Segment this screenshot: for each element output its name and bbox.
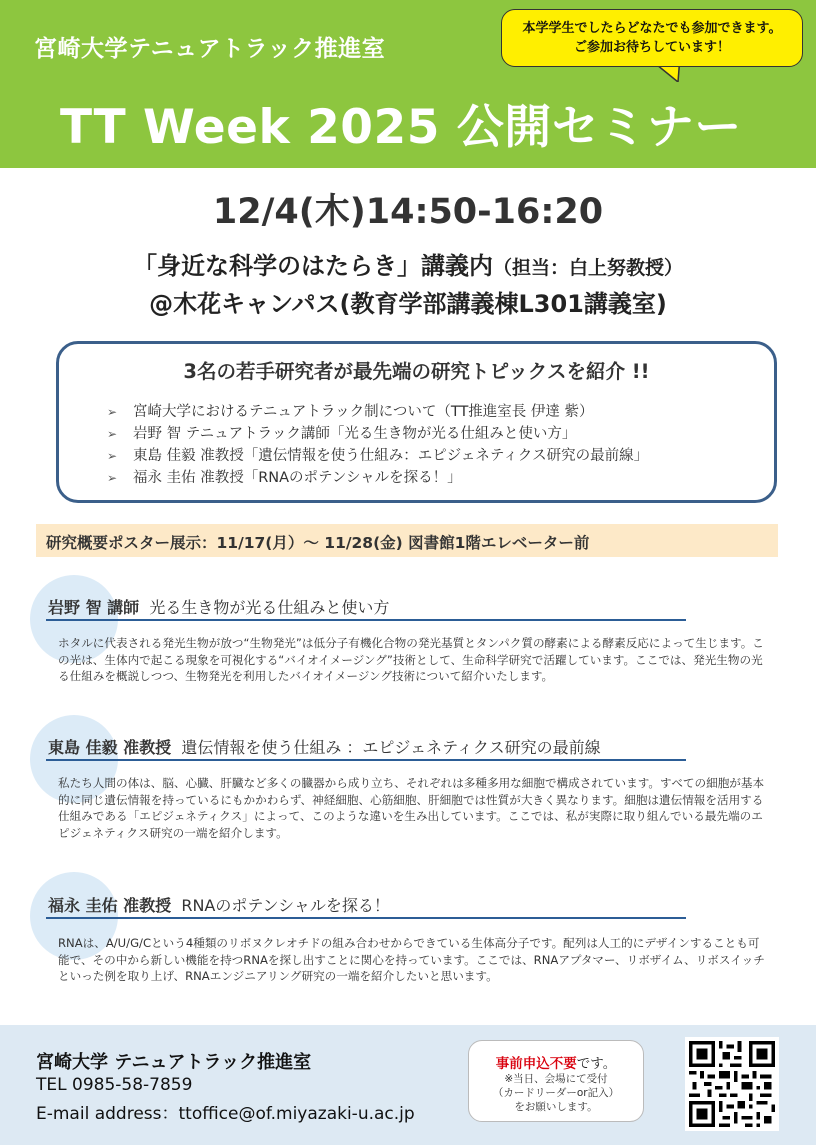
topic-text: 福永 圭佑 准教授「RNAのポテンシャルを探る！」 <box>133 470 462 486</box>
topic-item <box>107 444 648 465</box>
no-registration-label: 事前申込不要 <box>495 1056 577 1072</box>
speaker-heading <box>48 893 390 916</box>
contact-tel: TEL 0985-58-7859 <box>36 1075 193 1095</box>
speaker-description: 私たち人間の体は、脳、心臓、肝臓など多くの臓器から成り立ち、それぞれは多種多用な細胞で構成されています。すべての細胞が基本的に同じ遺伝情報を持っているにもかかわらず、神経細胞、心筋細胞、肝細胞では性質が大きく異なります。細胞は遺伝情報を活用する仕組みである「エピジェネティクス」によって、このような違いを生み出しています。ここでは、私が実際に取り組んでいる最先端のエピジェネティクス研究の一端を紹介します。 <box>58 776 765 840</box>
poster-exhibit-banner <box>36 524 778 557</box>
lecture-line <box>0 246 816 281</box>
arrow-bullet-icon: ➢ <box>107 405 118 419</box>
poster-exhibit-text: 研究概要ポスター展示：11/17(月）～ 11/28(金) 図書館1階エレベーター前 <box>46 534 590 552</box>
speaker-name: 岩野 智 講師 <box>48 598 140 617</box>
speaker-heading <box>48 735 601 758</box>
registration-suffix: です。 <box>576 1056 617 1072</box>
speaker-topic: RNAのポテンシャルを探る！ <box>181 896 390 915</box>
registration-note-1: ※当日、会場にて受付 <box>504 1073 608 1085</box>
topics-box <box>56 341 777 503</box>
speech-bubble <box>501 9 803 67</box>
arrow-bullet-icon: ➢ <box>107 471 118 485</box>
lecture-name: 「身近な科学のはたらき」講義内 <box>132 252 493 280</box>
speaker-name: 福永 圭佑 准教授 <box>48 896 172 915</box>
page-title: TT Week 2025 公開セミナー <box>60 100 742 155</box>
registration-main <box>469 1052 643 1072</box>
speaker-description: ホタルに代表される発光生物が放つ“生物発光”は低分子有機化合物の発光基質とタンパク質の酵素による酵素反応によって生じます。この光は、生体内で起こる現象を可視化する“バイオイメージング”技術として、生命科学研究で活躍しています。ここでは、発光生物の光る仕組みを概説しつつ、生物発光を利用したバイオイメージング技術について紹介いたします。 <box>58 636 764 683</box>
contact-email[interactable]: E-mail address：ttoffice@of.miyazaki-u.ac.jp <box>36 1104 415 1124</box>
qr-code-icon[interactable] <box>685 1037 779 1131</box>
topic-text: 宮崎大学におけるテニュアトラック制について（TT推進室長 伊達 紫） <box>133 404 594 420</box>
arrow-bullet-icon: ➢ <box>107 427 118 441</box>
speaker-heading <box>48 595 389 618</box>
topic-text: 東島 佳毅 准教授「遺伝情報を使う仕組み：エピジェネティクス研究の最前線」 <box>133 448 649 464</box>
event-datetime: 12/4(木)14:50-16:20 <box>212 192 604 232</box>
speaker-topic: 光る生き物が光る仕組みと使い方 <box>149 598 390 617</box>
event-venue: @木花キャンパス(教育学部講義棟L301講義室) <box>149 290 667 318</box>
speaker-topic: 遺伝情報を使う仕組み ：エピジェネティクス研究の最前線 <box>181 738 601 757</box>
speaker-description: RNAは、A/U/G/Cという4種類のリボヌクレオチドの組み合わせからできている生体高分子です。配列は人工的にデザインすることも可能で、その中から新しい機能を持つRNAを探し出すことに関心を持っています。ここでは、RNAアプタマー、リボザイム、リボスイッチといった例を取り上げ、RNAエンジニアリング研究の一端を紹介したいと思います。 <box>58 936 765 983</box>
lecture-note: （担当：白上努教授） <box>492 257 683 279</box>
topics-heading: 3名の若手研究者が最先端の研究トピックスを紹介 !! <box>183 360 650 383</box>
section-divider <box>46 619 686 621</box>
bubble-line-2: ご参加お待ちしています！ <box>573 40 730 55</box>
section-divider <box>46 917 686 919</box>
speaker-name: 東島 佳毅 准教授 <box>48 738 172 757</box>
topic-item <box>107 400 594 421</box>
bubble-line-1: 本学学生でしたらどなたでも参加できます。 <box>522 21 782 36</box>
contact-org: 宮崎大学 テニュアトラック推進室 <box>36 1052 312 1073</box>
topic-item <box>107 422 576 443</box>
registration-note-2: （カードリーダーor記入） <box>492 1087 620 1099</box>
registration-notice <box>468 1040 644 1122</box>
topic-text: 岩野 智 テニュアトラック講師「光る生き物が光る仕組みと使い方」 <box>133 426 577 442</box>
topic-item <box>107 466 462 487</box>
registration-note-3: をお願いします。 <box>514 1101 598 1113</box>
org-title: 宮崎大学テニュアトラック推進室 <box>34 36 386 62</box>
arrow-bullet-icon: ➢ <box>107 449 118 463</box>
section-divider <box>46 759 686 761</box>
